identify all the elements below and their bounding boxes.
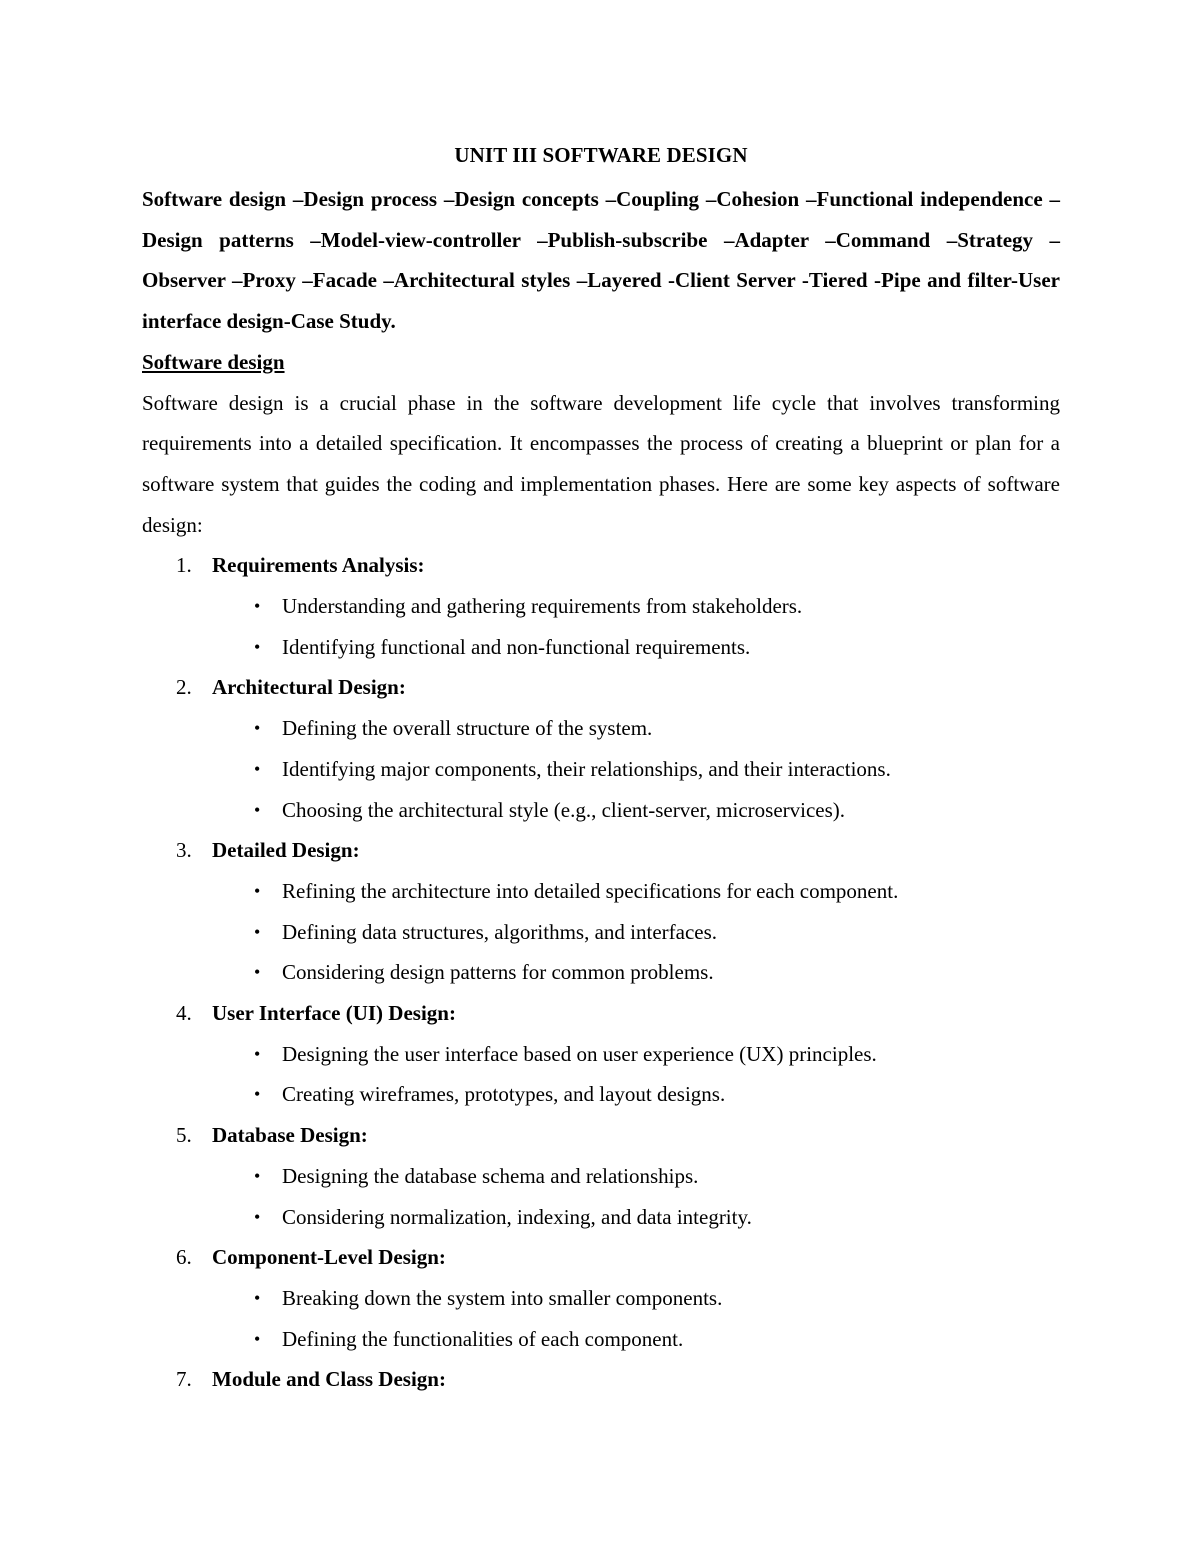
bullet-text: Considering design patterns for common problems. xyxy=(282,960,714,985)
section-heading: Software design xyxy=(142,349,285,374)
bullet-list xyxy=(142,586,1060,667)
bullet-list xyxy=(142,1278,1060,1359)
list-item xyxy=(142,667,1060,830)
step-heading xyxy=(142,830,1060,871)
bullet-item xyxy=(142,627,1060,668)
bullet-item xyxy=(142,790,1060,831)
bullet-text: Defining data structures, algorithms, and interfaces. xyxy=(282,919,718,944)
bullet-text: Choosing the architectural style (e.g., client-server, microservices). xyxy=(282,797,846,822)
bullet-dot-icon: • xyxy=(254,1165,261,1186)
intro-paragraph: Software design is a crucial phase in the software development life cycle that involves transforming requirements into a detailed specification. It encompasses the process of creating a blueprint or plan for a software system that guides the coding and implementation phases. Here are some key aspects of software design: xyxy=(142,390,1060,537)
bullet-item xyxy=(142,912,1060,953)
bullet-dot-icon: • xyxy=(254,758,261,779)
bullet-dot-icon: • xyxy=(254,718,261,739)
step-label: Component-Level Design: xyxy=(212,1245,446,1270)
bullet-text: Identifying major components, their relationships, and their interactions. xyxy=(282,756,891,781)
step-label: Architectural Design: xyxy=(212,675,406,700)
bullet-text: Designing the database schema and relationships. xyxy=(282,1163,699,1188)
bullet-dot-icon: • xyxy=(254,921,261,942)
bullet-text: Refining the architecture into detailed specifications for each component. xyxy=(282,878,899,903)
bullet-list xyxy=(142,708,1060,830)
list-item xyxy=(142,1237,1060,1359)
step-label: User Interface (UI) Design: xyxy=(212,1001,456,1026)
syllabus-topics: Software design –Design process –Design concepts –Coupling –Cohesion –Functional independence –Design patterns –Model-view-controller –Publish-subscribe –Adapter –Command –Strategy –Observer –Proxy –Facade –Architectural styles –Layered -Client Server -Tiered -Pipe and filter-User interface design-Case Study. xyxy=(142,187,1060,334)
bullet-dot-icon: • xyxy=(254,636,261,657)
bullet-item xyxy=(142,1034,1060,1075)
design-aspects-list xyxy=(142,545,1060,1400)
bullet-list xyxy=(142,1156,1060,1237)
step-heading xyxy=(142,1237,1060,1278)
bullet-item xyxy=(142,586,1060,627)
step-number: 4. xyxy=(176,1001,192,1026)
bullet-item xyxy=(142,1197,1060,1238)
step-label: Database Design: xyxy=(212,1123,368,1148)
bullet-item xyxy=(142,749,1060,790)
bullet-text: Considering normalization, indexing, and data integrity. xyxy=(282,1204,752,1229)
step-number-cell xyxy=(142,830,212,871)
bullet-text: Defining the overall structure of the system. xyxy=(282,716,653,741)
list-item xyxy=(142,830,1060,993)
step-heading xyxy=(142,1115,1060,1156)
step-number: 5. xyxy=(176,1123,192,1148)
bullet-dot-icon: • xyxy=(254,799,261,820)
step-number: 2. xyxy=(176,675,192,700)
bullet-item xyxy=(142,952,1060,993)
step-number-cell xyxy=(142,667,212,708)
bullet-list xyxy=(142,1034,1060,1115)
list-item xyxy=(142,993,1060,1115)
list-item xyxy=(142,1359,1060,1400)
step-heading xyxy=(142,667,1060,708)
bullet-text: Defining the functionalities of each component. xyxy=(282,1326,684,1351)
step-number: 6. xyxy=(176,1245,192,1270)
step-number: 3. xyxy=(176,838,192,863)
step-label: Module and Class Design: xyxy=(212,1367,446,1392)
step-number: 1. xyxy=(176,553,192,578)
bullet-item xyxy=(142,1319,1060,1360)
document-page xyxy=(142,138,1060,1400)
bullet-item xyxy=(142,1074,1060,1115)
bullet-dot-icon: • xyxy=(254,1084,261,1105)
bullet-dot-icon: • xyxy=(254,1206,261,1227)
bullet-text: Creating wireframes, prototypes, and layout designs. xyxy=(282,1082,726,1107)
bullet-dot-icon: • xyxy=(254,1328,261,1349)
bullet-text: Understanding and gathering requirements from stakeholders. xyxy=(282,594,803,619)
bullet-text: Designing the user interface based on user experience (UX) principles. xyxy=(282,1041,877,1066)
bullet-dot-icon: • xyxy=(254,880,261,901)
bullet-item xyxy=(142,1156,1060,1197)
step-number-cell xyxy=(142,1359,212,1400)
bullet-item xyxy=(142,1278,1060,1319)
list-item xyxy=(142,1115,1060,1237)
bullet-item xyxy=(142,871,1060,912)
step-heading xyxy=(142,545,1060,586)
step-label: Requirements Analysis: xyxy=(212,553,425,578)
bullet-dot-icon: • xyxy=(254,962,261,983)
step-number-cell xyxy=(142,993,212,1034)
step-number-cell xyxy=(142,545,212,586)
step-label: Detailed Design: xyxy=(212,838,360,863)
step-heading xyxy=(142,1359,1060,1400)
step-number: 7. xyxy=(176,1367,192,1392)
list-item xyxy=(142,545,1060,667)
step-number-cell xyxy=(142,1115,212,1156)
bullet-item xyxy=(142,708,1060,749)
bullet-dot-icon: • xyxy=(254,596,261,617)
bullet-text: Identifying functional and non-functional requirements. xyxy=(282,634,751,659)
bullet-list xyxy=(142,871,1060,993)
bullet-dot-icon: • xyxy=(254,1287,261,1308)
bullet-dot-icon: • xyxy=(254,1043,261,1064)
step-number-cell xyxy=(142,1237,212,1278)
bullet-text: Breaking down the system into smaller components. xyxy=(282,1285,723,1310)
document-title: UNIT III SOFTWARE DESIGN xyxy=(454,143,748,167)
step-heading xyxy=(142,993,1060,1034)
